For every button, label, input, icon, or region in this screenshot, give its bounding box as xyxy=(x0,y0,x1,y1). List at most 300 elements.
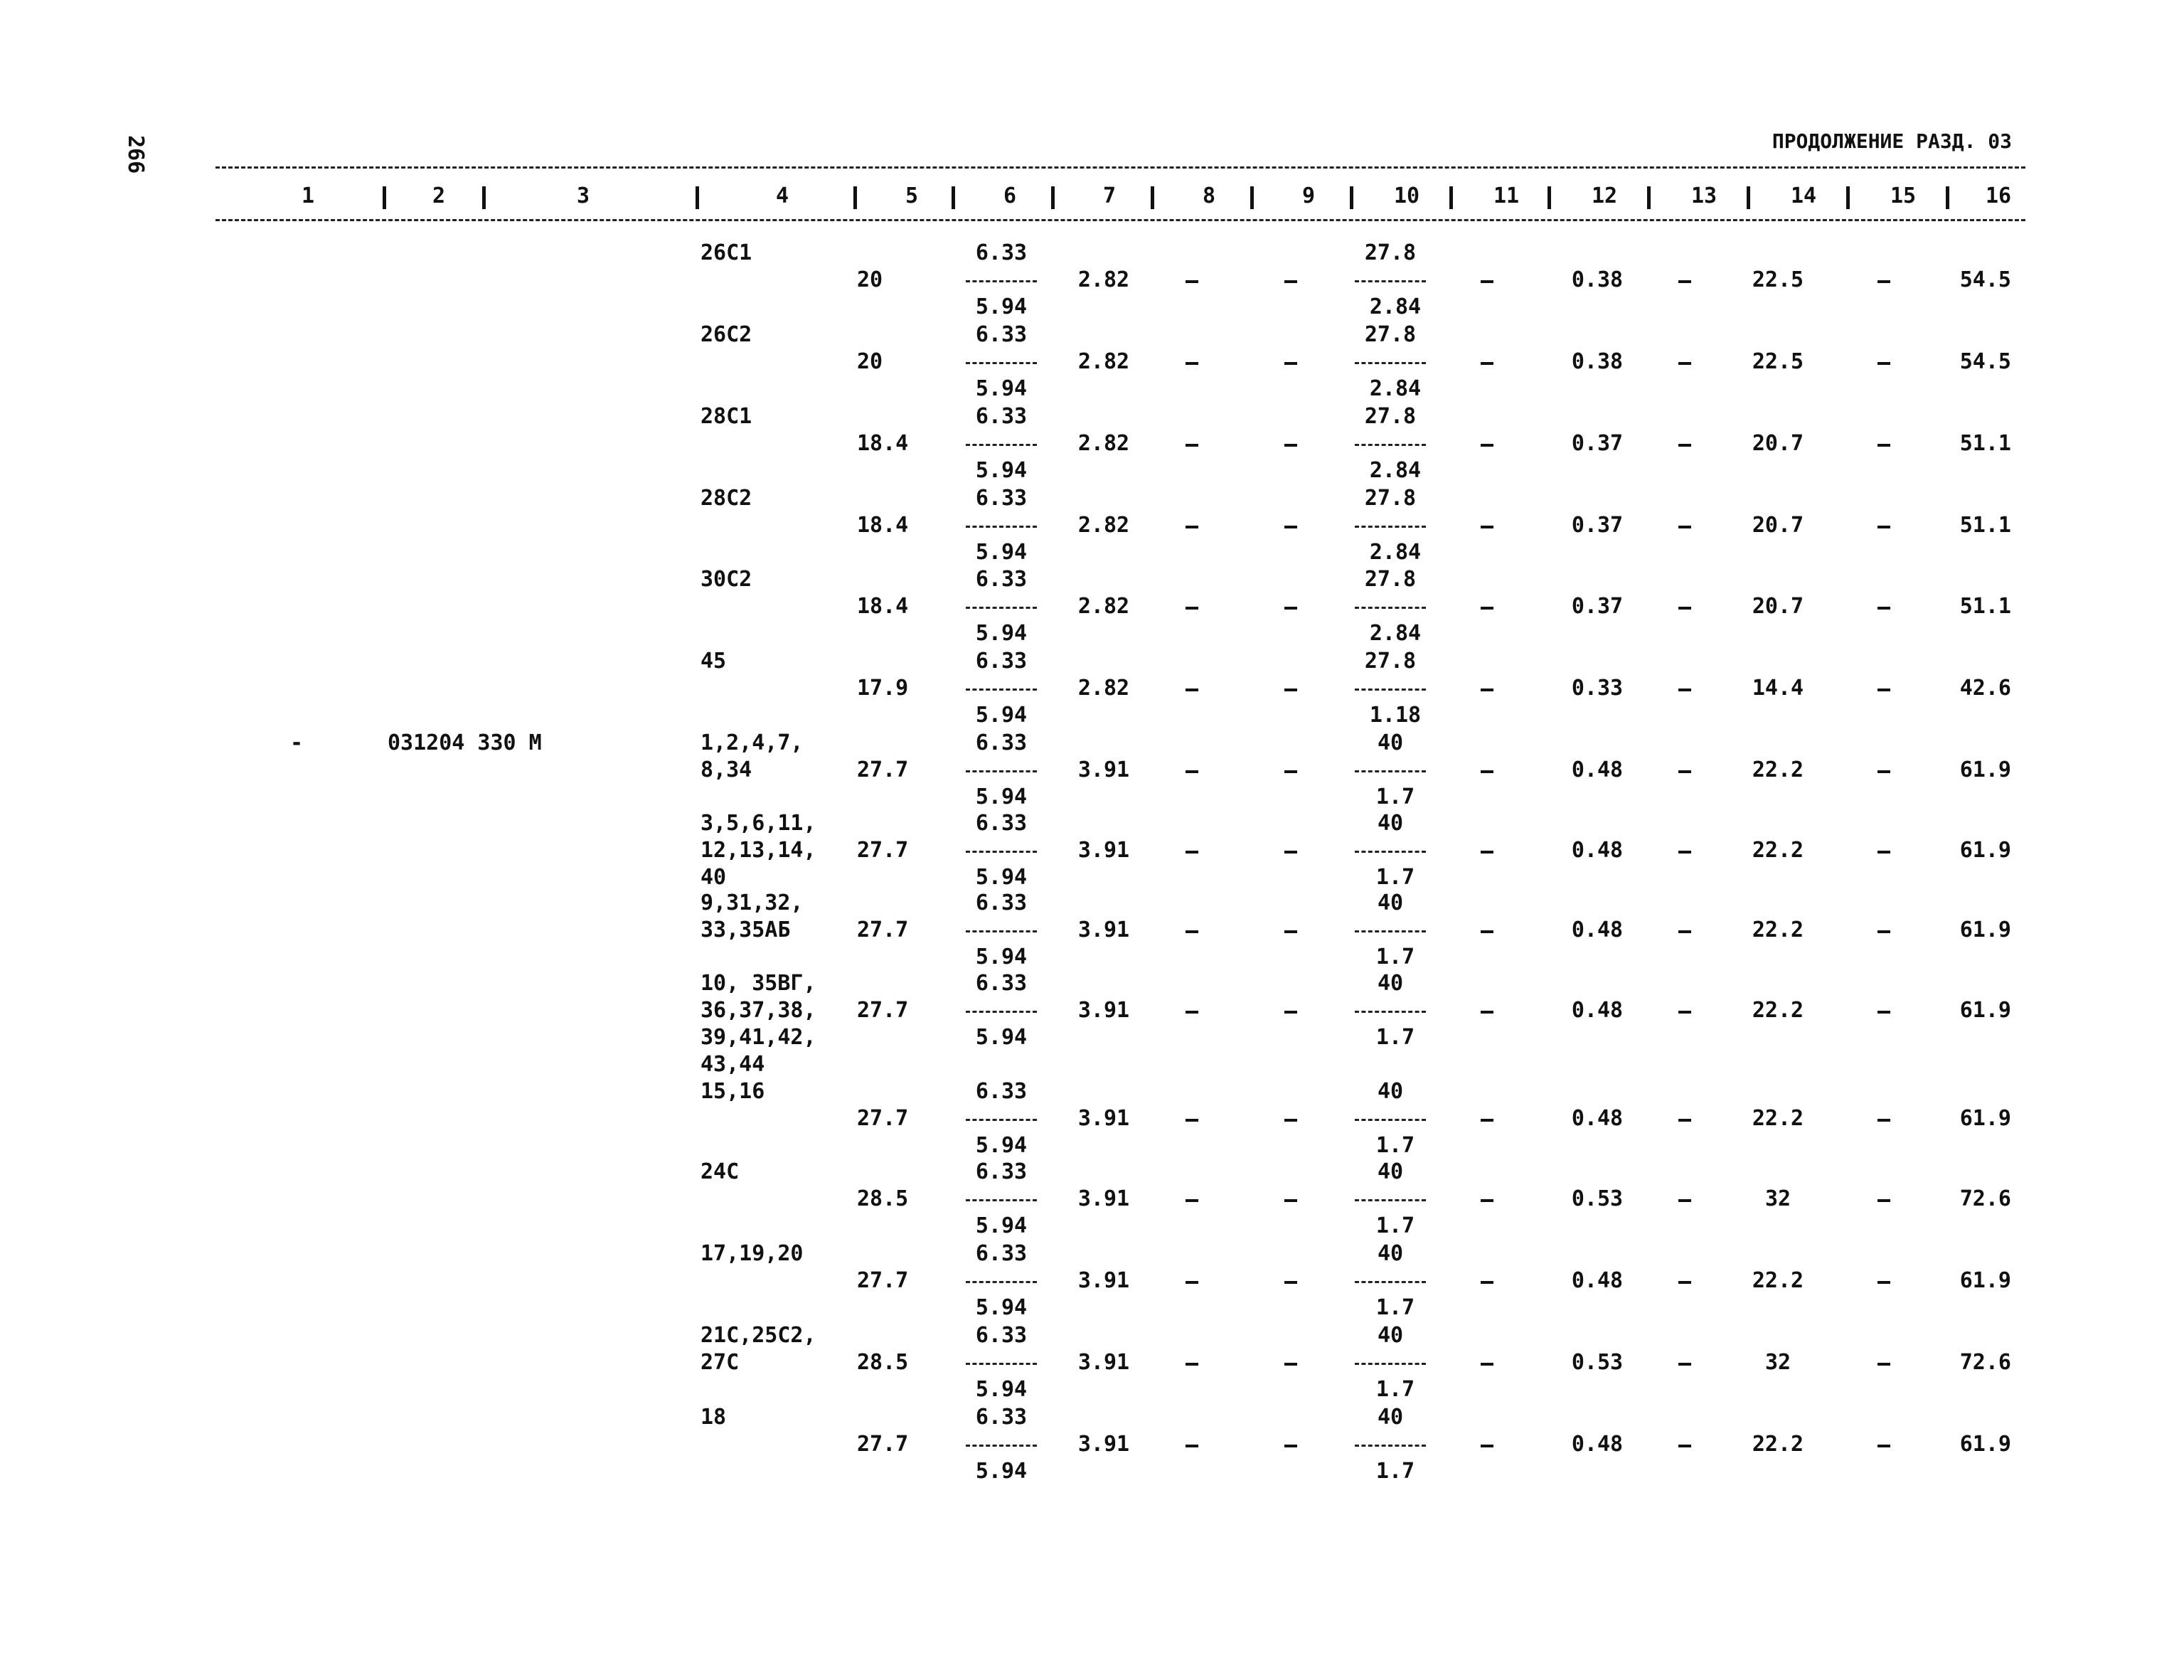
row-4-col4-line: 28С2 xyxy=(701,486,752,511)
row-15-col6-denominator: 5.94 xyxy=(975,1459,1028,1484)
row-10-col10-denominator: 1.7 xyxy=(1375,1025,1415,1050)
row-12-col9-dash xyxy=(1284,1199,1297,1202)
row-15-col15-dash xyxy=(1877,1445,1890,1447)
row-5-col11-dash xyxy=(1481,607,1493,610)
column-header-3: 3 xyxy=(576,184,590,208)
row-12-col13-dash xyxy=(1678,1199,1691,1202)
row-4-col6-numerator: 6.33 xyxy=(975,486,1028,511)
row-5-col12: 0.37 xyxy=(1571,594,1624,619)
row-15-col10-numerator: 40 xyxy=(1377,1405,1404,1430)
row-8-col13-dash xyxy=(1678,851,1691,854)
row-1-col5: 20 xyxy=(857,267,883,292)
row-6-col12: 0.33 xyxy=(1571,676,1624,701)
row-7-col4-line: 1,2,4,7, xyxy=(701,730,804,755)
column-separator xyxy=(383,186,386,209)
row-13-col14: 22.2 xyxy=(1752,1268,1804,1293)
row-2-col6-denominator: 5.94 xyxy=(975,376,1028,401)
row-6-col10-numerator: 27.8 xyxy=(1364,649,1417,674)
fraction-bar xyxy=(1355,362,1426,364)
row-1-col6-numerator: 6.33 xyxy=(975,240,1028,265)
column-separator xyxy=(696,186,699,209)
row-5-col9-dash xyxy=(1284,607,1297,610)
row-15-col4-line: 18 xyxy=(701,1405,727,1430)
fraction-bar xyxy=(966,689,1037,691)
row-7-col8-dash xyxy=(1186,770,1198,773)
fraction-bar xyxy=(966,280,1037,282)
row-11-col15-dash xyxy=(1877,1119,1890,1122)
column-header-15: 15 xyxy=(1890,184,1917,208)
row-11-col9-dash xyxy=(1284,1119,1297,1122)
column-header-13: 13 xyxy=(1690,184,1717,208)
row-4-col10-denominator: 2.84 xyxy=(1369,540,1422,565)
row-5-col7: 2.82 xyxy=(1077,594,1130,619)
fraction-bar xyxy=(966,444,1037,446)
column-separator xyxy=(1846,186,1850,209)
row-6-col7: 2.82 xyxy=(1077,676,1130,701)
row-6-col14: 14.4 xyxy=(1752,676,1804,701)
row-9-col10-denominator: 1.7 xyxy=(1375,945,1415,969)
column-separator xyxy=(1449,186,1453,209)
row-7-col11-dash xyxy=(1481,770,1493,773)
row-13-col12: 0.48 xyxy=(1571,1268,1624,1293)
row-3-col4-line: 28С1 xyxy=(701,404,752,429)
row-7-col6-denominator: 5.94 xyxy=(975,785,1028,809)
fraction-bar xyxy=(966,526,1037,528)
row-6-col9-dash xyxy=(1284,689,1297,691)
row-15-col8-dash xyxy=(1186,1445,1198,1447)
row-2-col8-dash xyxy=(1186,362,1198,365)
row-11-col10-denominator: 1.7 xyxy=(1375,1133,1415,1158)
row-13-col16: 61.9 xyxy=(1959,1268,2011,1293)
row-8-col8-dash xyxy=(1186,851,1198,854)
row-9-col16: 61.9 xyxy=(1959,918,2011,942)
row-4-col14: 20.7 xyxy=(1752,513,1804,538)
row-14-col10-denominator: 1.7 xyxy=(1375,1377,1415,1402)
row-4-col7: 2.82 xyxy=(1077,513,1130,538)
row-6-col15-dash xyxy=(1877,689,1890,691)
row-3-col10-denominator: 2.84 xyxy=(1369,458,1422,483)
column-header-16: 16 xyxy=(1985,184,2012,208)
row-2-col12: 0.38 xyxy=(1571,349,1624,374)
row-10-col10-numerator: 40 xyxy=(1377,971,1404,996)
row-10-col4-line: 43,44 xyxy=(701,1052,765,1077)
row-10-col4-line: 10, 35ВГ, xyxy=(701,971,816,996)
fraction-bar xyxy=(1355,1363,1426,1365)
row-11-col14: 22.2 xyxy=(1752,1106,1804,1131)
row-6-col6-denominator: 5.94 xyxy=(975,703,1028,728)
fraction-bar xyxy=(1355,1011,1426,1013)
row-8-col6-denominator: 5.94 xyxy=(975,865,1028,890)
fraction-bar xyxy=(966,362,1037,364)
group-col1-dash: - xyxy=(290,730,304,755)
row-14-col14: 32 xyxy=(1764,1350,1791,1375)
row-7-col5: 27.7 xyxy=(857,757,909,782)
row-3-col5: 18.4 xyxy=(857,431,909,456)
row-15-col12: 0.48 xyxy=(1571,1432,1624,1457)
row-14-col8-dash xyxy=(1186,1363,1198,1366)
row-1-col4-line: 26С1 xyxy=(701,240,752,265)
row-6-col8-dash xyxy=(1186,689,1198,691)
row-5-col15-dash xyxy=(1877,607,1890,610)
row-3-col12: 0.37 xyxy=(1571,431,1624,456)
row-13-col10-numerator: 40 xyxy=(1377,1241,1404,1266)
column-header-12: 12 xyxy=(1591,184,1618,208)
row-9-col9-dash xyxy=(1284,930,1297,933)
row-7-col9-dash xyxy=(1284,770,1297,773)
row-11-col7: 3.91 xyxy=(1077,1106,1130,1131)
row-4-col16: 51.1 xyxy=(1959,513,2011,538)
row-4-col12: 0.37 xyxy=(1571,513,1624,538)
fraction-bar xyxy=(1355,444,1426,446)
row-14-col6-denominator: 5.94 xyxy=(975,1377,1028,1402)
row-11-col4-line: 15,16 xyxy=(701,1079,765,1104)
row-1-col10-denominator: 2.84 xyxy=(1369,294,1422,319)
row-2-col9-dash xyxy=(1284,362,1297,365)
row-14-col6-numerator: 6.33 xyxy=(975,1323,1028,1348)
row-9-col6-denominator: 5.94 xyxy=(975,945,1028,969)
row-5-col8-dash xyxy=(1186,607,1198,610)
row-7-col12: 0.48 xyxy=(1571,757,1624,782)
row-13-col7: 3.91 xyxy=(1077,1268,1130,1293)
row-2-col15-dash xyxy=(1877,362,1890,365)
row-13-col6-numerator: 6.33 xyxy=(975,1241,1028,1266)
row-8-col15-dash xyxy=(1877,851,1890,854)
row-4-col11-dash xyxy=(1481,526,1493,528)
row-2-col6-numerator: 6.33 xyxy=(975,322,1028,347)
row-4-col5: 18.4 xyxy=(857,513,909,538)
row-9-col12: 0.48 xyxy=(1571,918,1624,942)
row-3-col16: 51.1 xyxy=(1959,431,2011,456)
column-separator xyxy=(1151,186,1154,209)
row-5-col6-numerator: 6.33 xyxy=(975,567,1028,592)
row-1-col10-numerator: 27.8 xyxy=(1364,240,1417,265)
row-12-col11-dash xyxy=(1481,1199,1493,1202)
row-11-col6-numerator: 6.33 xyxy=(975,1079,1028,1104)
fraction-bar xyxy=(1355,930,1426,932)
row-1-col6-denominator: 5.94 xyxy=(975,294,1028,319)
row-7-col15-dash xyxy=(1877,770,1890,773)
row-10-col8-dash xyxy=(1186,1011,1198,1014)
row-8-col5: 27.7 xyxy=(857,838,909,863)
fraction-bar xyxy=(1355,607,1426,609)
row-13-col5: 27.7 xyxy=(857,1268,909,1293)
row-4-col9-dash xyxy=(1284,526,1297,528)
row-2-col7: 2.82 xyxy=(1077,349,1130,374)
row-1-col16: 54.5 xyxy=(1959,267,2011,292)
section-title: ПРОДОЛЖЕНИЕ РАЗД. 03 xyxy=(1772,129,2012,153)
row-7-col14: 22.2 xyxy=(1752,757,1804,782)
row-1-col8-dash xyxy=(1186,280,1198,283)
fraction-bar xyxy=(966,1199,1037,1201)
column-separator xyxy=(482,186,486,209)
row-3-col7: 2.82 xyxy=(1077,431,1130,456)
fraction-bar xyxy=(1355,280,1426,282)
row-12-col14: 32 xyxy=(1764,1186,1791,1211)
row-9-col8-dash xyxy=(1186,930,1198,933)
row-3-col11-dash xyxy=(1481,444,1493,447)
row-8-col11-dash xyxy=(1481,851,1493,854)
row-12-col12: 0.53 xyxy=(1571,1186,1624,1211)
row-1-col15-dash xyxy=(1877,280,1890,283)
row-1-col14: 22.5 xyxy=(1752,267,1804,292)
column-separator xyxy=(1647,186,1651,209)
row-8-col10-denominator: 1.7 xyxy=(1375,865,1415,890)
row-7-col10-denominator: 1.7 xyxy=(1375,785,1415,809)
row-10-col4-line: 39,41,42, xyxy=(701,1025,816,1050)
row-11-col5: 27.7 xyxy=(857,1106,909,1131)
fraction-bar xyxy=(1355,1119,1426,1121)
column-header-5: 5 xyxy=(905,184,919,208)
row-9-col14: 22.2 xyxy=(1752,918,1804,942)
row-14-col16: 72.6 xyxy=(1959,1350,2011,1375)
row-13-col11-dash xyxy=(1481,1281,1493,1284)
header-rule-bottom xyxy=(215,219,2025,221)
row-8-col4-line: 3,5,6,11, xyxy=(701,811,816,836)
row-3-col10-numerator: 27.8 xyxy=(1364,404,1417,429)
row-4-col15-dash xyxy=(1877,526,1890,528)
row-9-col13-dash xyxy=(1678,930,1691,933)
row-8-col12: 0.48 xyxy=(1571,838,1624,863)
row-2-col14: 22.5 xyxy=(1752,349,1804,374)
row-12-col8-dash xyxy=(1186,1199,1198,1202)
page-number: 266 xyxy=(123,135,148,174)
row-8-col4-line: 12,13,14, xyxy=(701,838,816,863)
row-14-col15-dash xyxy=(1877,1363,1890,1366)
row-7-col6-numerator: 6.33 xyxy=(975,730,1028,755)
column-separator xyxy=(853,186,857,209)
row-9-col7: 3.91 xyxy=(1077,918,1130,942)
row-3-col15-dash xyxy=(1877,444,1890,447)
column-header-7: 7 xyxy=(1102,184,1117,208)
row-10-col7: 3.91 xyxy=(1077,998,1130,1023)
fraction-bar xyxy=(1355,770,1426,772)
fraction-bar xyxy=(966,930,1037,932)
row-13-col6-denominator: 5.94 xyxy=(975,1295,1028,1320)
row-6-col10-denominator: 1.18 xyxy=(1369,703,1422,728)
row-10-col6-numerator: 6.33 xyxy=(975,971,1028,996)
row-10-col15-dash xyxy=(1877,1011,1890,1014)
fraction-bar xyxy=(966,1119,1037,1121)
row-2-col4-line: 26С2 xyxy=(701,322,752,347)
row-4-col13-dash xyxy=(1678,526,1691,528)
column-separator xyxy=(1350,186,1353,209)
row-14-col10-numerator: 40 xyxy=(1377,1323,1404,1348)
row-9-col10-numerator: 40 xyxy=(1377,890,1404,915)
column-header-2: 2 xyxy=(432,184,446,208)
row-3-col9-dash xyxy=(1284,444,1297,447)
row-9-col4-line: 33,35АБ xyxy=(701,918,791,942)
row-7-col4-line: 8,34 xyxy=(701,757,752,782)
row-10-col14: 22.2 xyxy=(1752,998,1804,1023)
fraction-bar xyxy=(1355,689,1426,691)
row-14-col7: 3.91 xyxy=(1077,1350,1130,1375)
row-12-col10-numerator: 40 xyxy=(1377,1159,1404,1184)
row-15-col9-dash xyxy=(1284,1445,1297,1447)
fraction-bar xyxy=(1355,1199,1426,1201)
column-header-11: 11 xyxy=(1493,184,1520,208)
row-8-col16: 61.9 xyxy=(1959,838,2011,863)
row-10-col6-denominator: 5.94 xyxy=(975,1025,1028,1050)
group-code: 031204 330 М xyxy=(388,730,542,755)
row-14-col13-dash xyxy=(1678,1363,1691,1366)
row-1-col12: 0.38 xyxy=(1571,267,1624,292)
row-13-col10-denominator: 1.7 xyxy=(1375,1295,1415,1320)
row-15-col11-dash xyxy=(1481,1445,1493,1447)
row-14-col4-line: 21С,25С2, xyxy=(701,1323,816,1348)
row-8-col9-dash xyxy=(1284,851,1297,854)
row-14-col12: 0.53 xyxy=(1571,1350,1624,1375)
row-14-col9-dash xyxy=(1284,1363,1297,1366)
row-12-col16: 72.6 xyxy=(1959,1186,2011,1211)
row-14-col11-dash xyxy=(1481,1363,1493,1366)
row-10-col5: 27.7 xyxy=(857,998,909,1023)
column-header-9: 9 xyxy=(1301,184,1316,208)
column-header-14: 14 xyxy=(1790,184,1817,208)
row-11-col8-dash xyxy=(1186,1119,1198,1122)
row-9-col11-dash xyxy=(1481,930,1493,933)
row-1-col9-dash xyxy=(1284,280,1297,283)
row-13-col8-dash xyxy=(1186,1281,1198,1284)
column-header-4: 4 xyxy=(775,184,789,208)
row-3-col14: 20.7 xyxy=(1752,431,1804,456)
fraction-bar xyxy=(966,607,1037,609)
row-13-col15-dash xyxy=(1877,1281,1890,1284)
fraction-bar xyxy=(1355,1281,1426,1283)
fraction-bar xyxy=(966,851,1037,853)
column-header-1: 1 xyxy=(301,184,315,208)
column-header-10: 10 xyxy=(1393,184,1420,208)
row-6-col16: 42.6 xyxy=(1959,676,2011,701)
row-2-col13-dash xyxy=(1678,362,1691,365)
row-12-col6-denominator: 5.94 xyxy=(975,1213,1028,1238)
row-5-col14: 20.7 xyxy=(1752,594,1804,619)
row-5-col4-line: 30С2 xyxy=(701,567,752,592)
row-13-col13-dash xyxy=(1678,1281,1691,1284)
row-2-col11-dash xyxy=(1481,362,1493,365)
row-2-col10-numerator: 27.8 xyxy=(1364,322,1417,347)
row-6-col4-line: 45 xyxy=(701,649,727,674)
row-11-col11-dash xyxy=(1481,1119,1493,1122)
row-5-col10-numerator: 27.8 xyxy=(1364,567,1417,592)
column-separator xyxy=(952,186,955,209)
row-14-col4-line: 27С xyxy=(701,1350,740,1375)
row-7-col10-numerator: 40 xyxy=(1377,730,1404,755)
row-15-col13-dash xyxy=(1678,1445,1691,1447)
row-6-col13-dash xyxy=(1678,689,1691,691)
row-1-col11-dash xyxy=(1481,280,1493,283)
row-1-col13-dash xyxy=(1678,280,1691,283)
row-10-col13-dash xyxy=(1678,1011,1691,1014)
fraction-bar xyxy=(966,770,1037,772)
column-header-8: 8 xyxy=(1202,184,1216,208)
row-15-col6-numerator: 6.33 xyxy=(975,1405,1028,1430)
fraction-bar xyxy=(1355,851,1426,853)
row-5-col13-dash xyxy=(1678,607,1691,610)
header-rule-top xyxy=(215,166,2025,169)
row-8-col10-numerator: 40 xyxy=(1377,811,1404,836)
row-4-col8-dash xyxy=(1186,526,1198,528)
row-6-col11-dash xyxy=(1481,689,1493,691)
row-10-col4-line: 36,37,38, xyxy=(701,998,816,1023)
row-8-col14: 22.2 xyxy=(1752,838,1804,863)
column-separator xyxy=(1548,186,1551,209)
row-15-col16: 61.9 xyxy=(1959,1432,2011,1457)
row-7-col16: 61.9 xyxy=(1959,757,2011,782)
row-6-col5: 17.9 xyxy=(857,676,909,701)
fraction-bar xyxy=(1355,1445,1426,1447)
row-2-col5: 20 xyxy=(857,349,883,374)
row-3-col13-dash xyxy=(1678,444,1691,447)
row-2-col16: 54.5 xyxy=(1959,349,2011,374)
row-10-col11-dash xyxy=(1481,1011,1493,1014)
row-11-col6-denominator: 5.94 xyxy=(975,1133,1028,1158)
column-separator xyxy=(1051,186,1055,209)
column-separator xyxy=(1946,186,1949,209)
row-5-col16: 51.1 xyxy=(1959,594,2011,619)
row-7-col7: 3.91 xyxy=(1077,757,1130,782)
row-1-col7: 2.82 xyxy=(1077,267,1130,292)
row-10-col9-dash xyxy=(1284,1011,1297,1014)
row-8-col7: 3.91 xyxy=(1077,838,1130,863)
row-15-col5: 27.7 xyxy=(857,1432,909,1457)
row-12-col15-dash xyxy=(1877,1199,1890,1202)
row-12-col10-denominator: 1.7 xyxy=(1375,1213,1415,1238)
row-9-col15-dash xyxy=(1877,930,1890,933)
row-15-col10-denominator: 1.7 xyxy=(1375,1459,1415,1484)
column-separator xyxy=(1747,186,1750,209)
row-9-col6-numerator: 6.33 xyxy=(975,890,1028,915)
row-3-col6-denominator: 5.94 xyxy=(975,458,1028,483)
row-7-col13-dash xyxy=(1678,770,1691,773)
row-10-col16: 61.9 xyxy=(1959,998,2011,1023)
row-3-col6-numerator: 6.33 xyxy=(975,404,1028,429)
row-4-col10-numerator: 27.8 xyxy=(1364,486,1417,511)
row-11-col10-numerator: 40 xyxy=(1377,1079,1404,1104)
row-3-col8-dash xyxy=(1186,444,1198,447)
row-12-col5: 28.5 xyxy=(857,1186,909,1211)
row-13-col4-line: 17,19,20 xyxy=(701,1241,804,1266)
row-4-col6-denominator: 5.94 xyxy=(975,540,1028,565)
row-12-col6-numerator: 6.33 xyxy=(975,1159,1028,1184)
fraction-bar xyxy=(1355,526,1426,528)
row-9-col4-line: 9,31,32, xyxy=(701,890,804,915)
row-9-col5: 27.7 xyxy=(857,918,909,942)
row-6-col6-numerator: 6.33 xyxy=(975,649,1028,674)
row-5-col5: 18.4 xyxy=(857,594,909,619)
row-5-col6-denominator: 5.94 xyxy=(975,621,1028,646)
row-15-col7: 3.91 xyxy=(1077,1432,1130,1457)
row-15-col14: 22.2 xyxy=(1752,1432,1804,1457)
row-10-col12: 0.48 xyxy=(1571,998,1624,1023)
row-12-col7: 3.91 xyxy=(1077,1186,1130,1211)
row-11-col12: 0.48 xyxy=(1571,1106,1624,1131)
row-12-col4-line: 24С xyxy=(701,1159,740,1184)
row-5-col10-denominator: 2.84 xyxy=(1369,621,1422,646)
fraction-bar xyxy=(966,1011,1037,1013)
row-11-col16: 61.9 xyxy=(1959,1106,2011,1131)
fraction-bar xyxy=(966,1281,1037,1283)
column-separator xyxy=(1250,186,1254,209)
row-2-col10-denominator: 2.84 xyxy=(1369,376,1422,401)
fraction-bar xyxy=(966,1445,1037,1447)
column-header-6: 6 xyxy=(1003,184,1017,208)
row-8-col4-line: 40 xyxy=(701,865,727,890)
row-14-col5: 28.5 xyxy=(857,1350,909,1375)
row-13-col9-dash xyxy=(1284,1281,1297,1284)
row-11-col13-dash xyxy=(1678,1119,1691,1122)
row-8-col6-numerator: 6.33 xyxy=(975,811,1028,836)
fraction-bar xyxy=(966,1363,1037,1365)
